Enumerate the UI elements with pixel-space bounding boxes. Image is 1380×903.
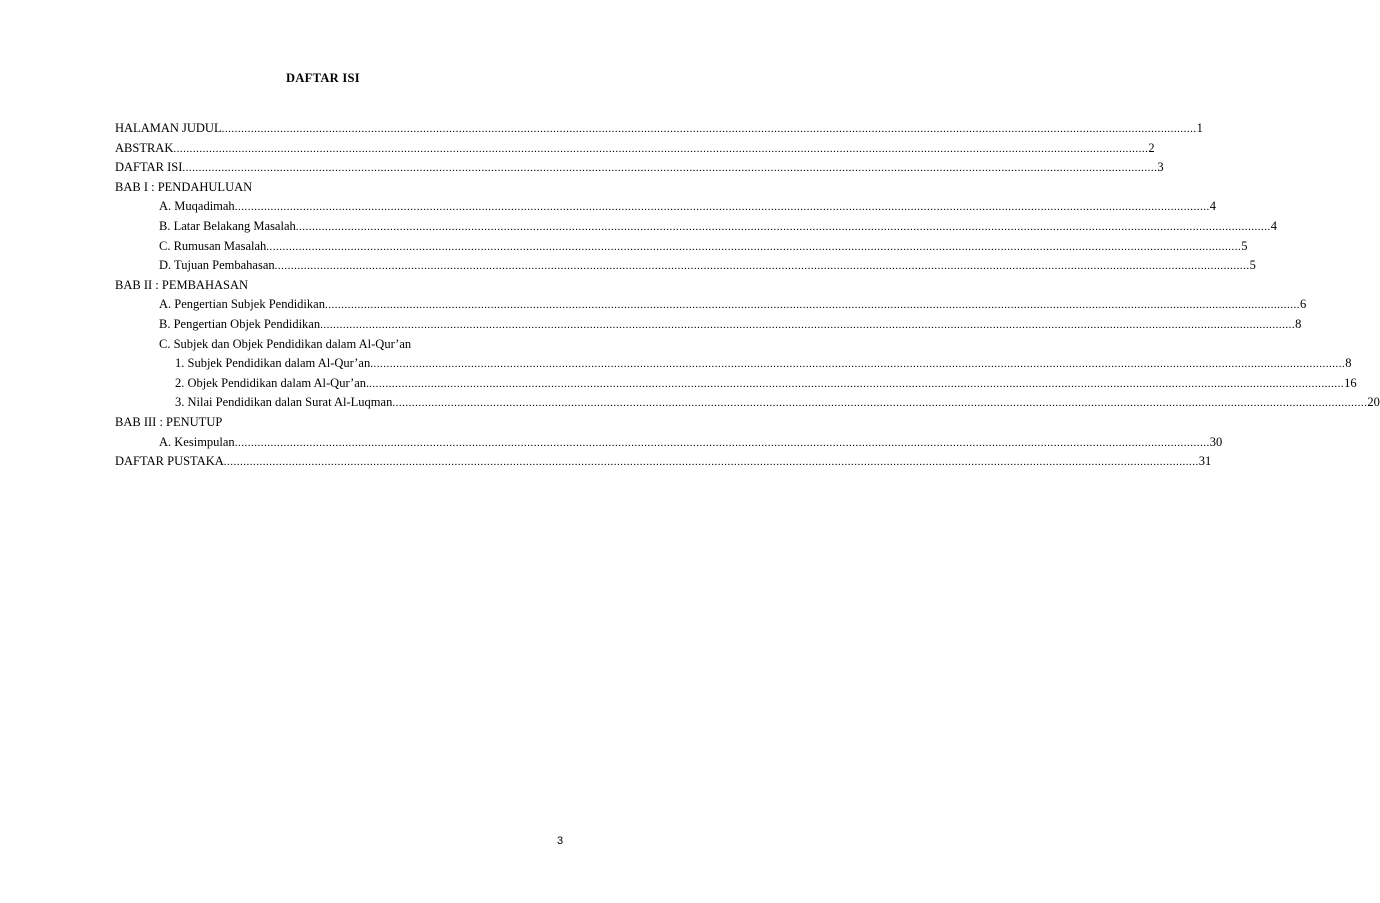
toc-entry — [115, 157, 1164, 175]
toc-entry-page: 5 — [1241, 238, 1248, 253]
toc-entry-page: 2 — [1148, 140, 1155, 155]
page-number: 3 — [557, 835, 564, 847]
toc-leader-dots: ............................................................................................................................................................................................................................................................................................................ — [234, 436, 1210, 449]
toc-entry-title: D. Tujuan Pembahasan — [159, 258, 275, 273]
toc-leader-dots: ............................................................................................................................................................................................................................................................................................................ — [370, 358, 1346, 371]
toc-entry-page: 16 — [1344, 375, 1357, 390]
toc-entry — [115, 275, 510, 293]
toc-entry-page: 4 — [1270, 219, 1278, 233]
toc-entry-title: DAFTAR PUSTAKA — [115, 454, 224, 469]
toc-entry-title: DAFTAR ISI — [115, 160, 183, 175]
toc-entry-page: 8 — [1295, 317, 1302, 331]
toc-leader-dots: ............................................................................................................................................................................................................................................................................................................ — [320, 319, 1296, 331]
toc-entry-page: 30 — [1209, 434, 1223, 449]
toc-entry — [159, 236, 1248, 254]
toc-entry — [159, 216, 1278, 234]
toc-entry-title: BAB III : PENUTUP — [115, 415, 223, 429]
toc-entry-page: 4 — [1209, 199, 1216, 214]
toc-entry-title: C. Rumusan Masalah — [159, 238, 267, 253]
toc-entry-title: A. Kesimpulan — [159, 434, 235, 449]
toc-leader-dots: ............................................................................................................................................................................................................................................................................................................ — [295, 221, 1271, 233]
toc-leader-dots: ............................................................................................................................................................................................................................................................................................................ — [324, 299, 1300, 312]
toc-leader-dots: ............................................................................................................................................................................................................................................................................................................ — [392, 397, 1368, 410]
toc-entry-title: B. Latar Belakang Masalah — [159, 219, 296, 233]
toc-entry — [159, 314, 1302, 332]
toc-leader-dots: ............................................................................................................................................................................................................................................................................................................ — [173, 142, 1149, 155]
toc-leader-dots: ............................................................................................................................................................................................................................................................................................................ — [234, 201, 1210, 214]
toc-entry-page: 5 — [1249, 258, 1256, 273]
toc-entry — [115, 412, 510, 430]
toc-entry-title: 3. Nilai Pendidikan dalan Surat Al-Luqman — [175, 395, 393, 410]
toc-entry-title: B. Pengertian Objek Pendidikan — [159, 317, 321, 331]
toc-entry-page: 20 — [1367, 395, 1380, 410]
toc-entry — [159, 432, 1223, 450]
toc-entry-title: A. Muqadimah — [159, 199, 235, 214]
toc-entry-title: 2. Objek Pendidikan dalam Al-Qur’an. — [175, 375, 370, 390]
toc-leader-dots: ............................................................................................................................................................................................................................................................................................................ — [369, 377, 1345, 390]
toc-entry — [159, 334, 510, 352]
toc-entry — [159, 255, 1256, 273]
toc-entry — [115, 451, 1212, 469]
toc-entry-page: 3 — [1157, 160, 1164, 175]
toc-leader-dots: ............................................................................................................................................................................................................................................................................................................ — [266, 240, 1242, 253]
page-title: DAFTAR ISI — [286, 71, 360, 85]
toc-entry-page: 6 — [1299, 297, 1307, 312]
toc-entry — [115, 118, 1203, 136]
toc-entry-title: BAB II : PEMBAHASAN — [115, 277, 249, 292]
toc-entry-page: 8 — [1345, 356, 1352, 371]
toc-entry — [175, 392, 1380, 410]
toc-entry — [115, 138, 1155, 156]
toc-entry-page: 31 — [1198, 454, 1212, 469]
toc-entry-title: HALAMAN JUDUL — [115, 121, 222, 135]
toc-leader-dots: ............................................................................................................................................................................................................................................................................................................ — [221, 123, 1197, 135]
toc-entry — [175, 373, 1357, 391]
toc-entry — [159, 294, 1307, 312]
toc-entry — [115, 177, 510, 195]
toc-entry-title: ABSTRAK — [115, 140, 174, 155]
toc-entry-title: A. Pengertian Subjek Pendidikan — [159, 297, 325, 312]
toc-entry-title: BAB I : PENDAHULUAN — [115, 179, 253, 194]
toc-leader-dots: ............................................................................................................................................................................................................................................................................................................ — [223, 456, 1199, 469]
toc-entry — [175, 353, 1352, 371]
toc-entry-page: 1 — [1196, 121, 1203, 135]
toc-entry-title: C. Subjek dan Objek Pendidikan dalam Al-Qur’an — [159, 336, 412, 351]
toc-entry — [159, 196, 1216, 214]
toc-leader-dots: ............................................................................................................................................................................................................................................................................................................ — [182, 162, 1158, 175]
toc-leader-dots: ............................................................................................................................................................................................................................................................................................................ — [274, 260, 1250, 273]
toc-entry-title: 1. Subjek Pendidikan dalam Al-Qur’an — [175, 356, 371, 371]
